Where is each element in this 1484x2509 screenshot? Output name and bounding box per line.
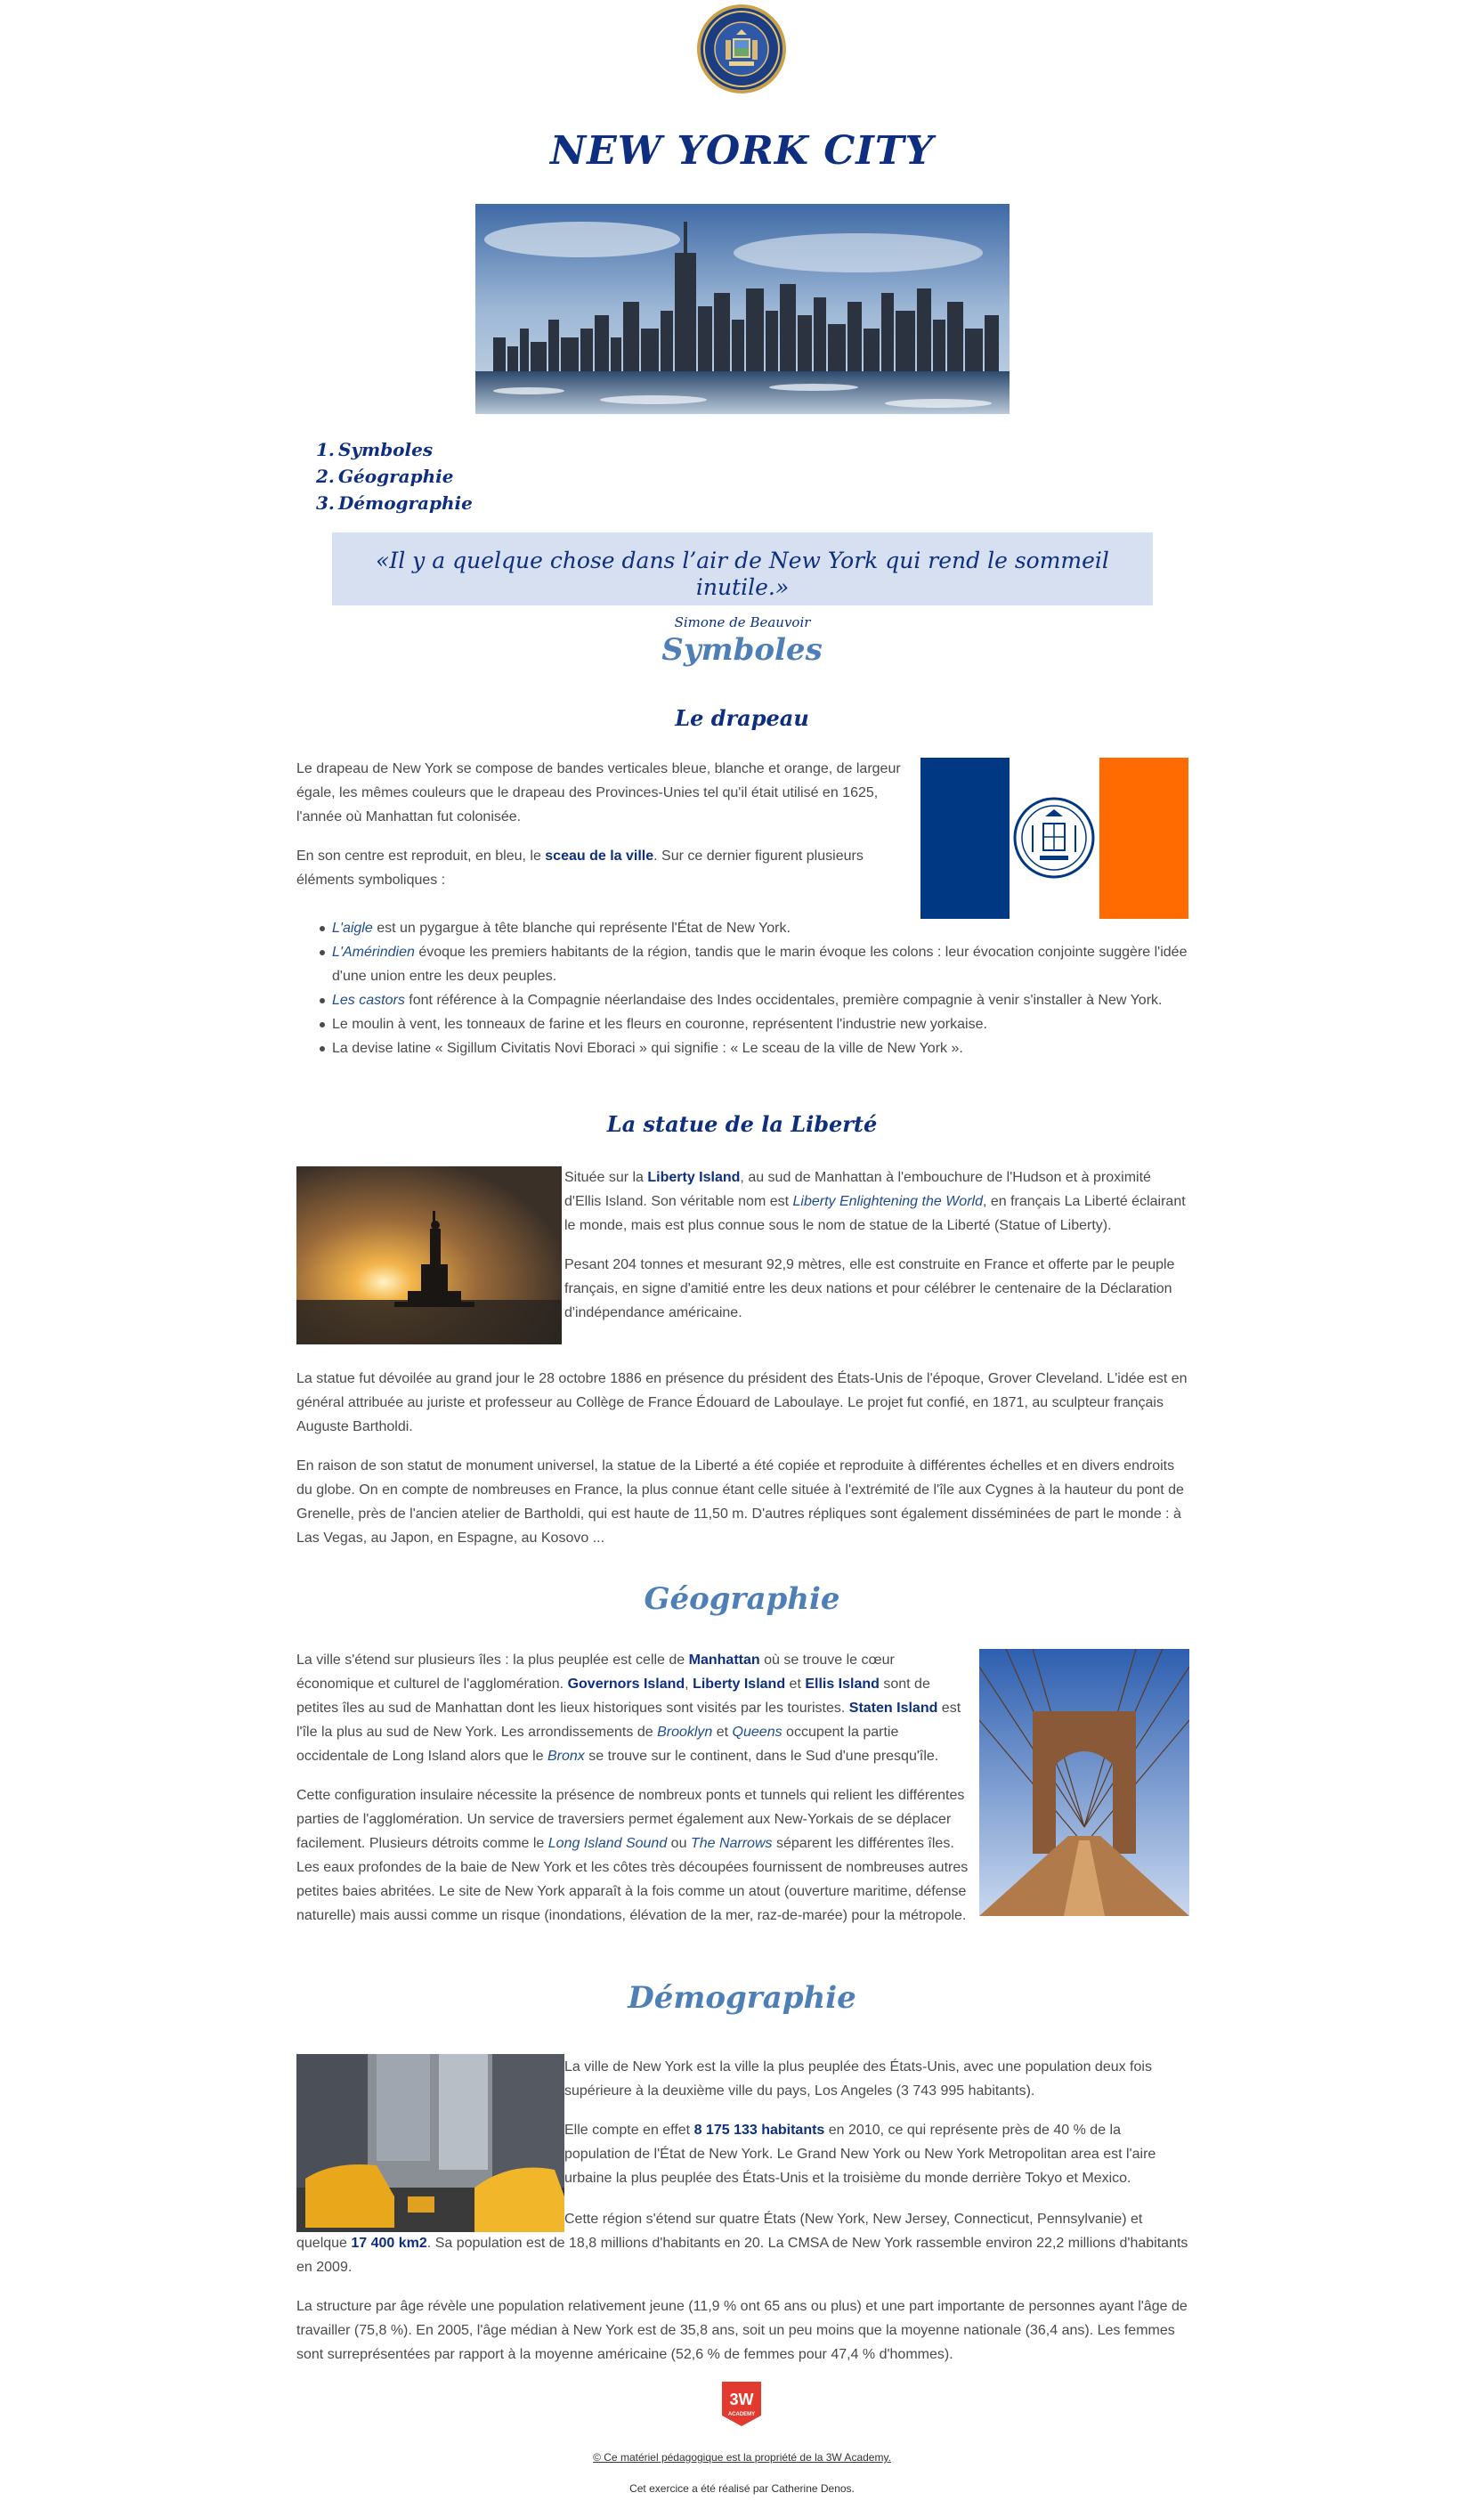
- toc-item-symboles[interactable]: 1. Symboles: [316, 439, 434, 460]
- drapeau-text: [296, 757, 917, 907]
- table-of-contents: [316, 436, 473, 516]
- staten-island-link[interactable]: Staten Island: [848, 1701, 938, 1716]
- population-value: 8 175 133 habitants: [693, 2123, 825, 2138]
- toc-item-demographie[interactable]: 3. Démographie: [316, 492, 473, 514]
- list-item: Le moulin à vent, les tonneaux de farine et les fleurs en couronne, représentent l'industrie new yorkaise.: [296, 1012, 1188, 1036]
- demographie-paragraph-3: Cette région s'étend sur quatre États (New York, New Jersey, Connecticut, Pennsylvanie) et quelque 17 400 km2. Sa population est de 18,8 millions d'habitants en 20. La CMSA de New York rassemble environ 22,2 millions d'habitants en 2009.: [296, 2212, 1188, 2275]
- section-heading-demographie: Démographie: [628, 1980, 856, 2016]
- liberte-paragraph-2: Pesant 204 tonnes et mesurant 92,9 mètres, elle est construite en France et offerte par le peuple français, en signe d'amitié entre les deux nations et pour célébrer le centenaire de la Déclaration d'indépendance américaine.: [564, 1257, 1175, 1320]
- toc-item-geographie[interactable]: 2. Géographie: [316, 466, 454, 487]
- nyc-flag-image: [920, 758, 1188, 919]
- drapeau-paragraph-1: Le drapeau de New York se compose de bandes verticales bleue, blanche et orange, de largeur égale, les mêmes couleurs que le drapeau des Provinces-Unies tel qu'il était utilisé en 1625, l'année où Manhattan fut colonisée.: [296, 761, 901, 824]
- copyright-link[interactable]: © Ce matériel pédagogique est la propriété de la 3W Academy.: [593, 2451, 891, 2464]
- liberte-text-right: [564, 1165, 1189, 1340]
- demographie-paragraph-1: La ville de New York est la ville la plus peuplée des États-Unis, avec une population deux fois supérieure à la deuxième ville du pays, Los Angeles (3 743 995 habitants).: [564, 2059, 1152, 2099]
- quote-author: Simone de Beauvoir: [674, 614, 811, 630]
- geographie-paragraph-2: Cette configuration insulaire nécessite la présence de nombreux ponts et tunnels qui relient les différentes parties de l'agglomération. Un service de traversiers permet également aux New-Yorkais de se déplacer facilement. Plusieurs détroits comme le Long Island Sound ou The Narrows séparent les différentes îles. Les eaux profondes de la baie de New York et les côtes très découpées fournissent de nombreuses autres petites baies abritées. Le site de New York apparaît à la fois comme un atout (ouverture maritime, défense naturelle) mais aussi comme un risque (inondations, élévation de la mer, raz-de-marée) pour la métropole.: [296, 1788, 969, 1923]
- logo-text: 3W: [729, 2391, 754, 2408]
- state-seal-logo: [697, 4, 786, 93]
- liberte-text-full: [296, 1367, 1188, 1565]
- liberte-paragraph-4: En raison de son statut de monument universel, la statue de la Liberté a été copiée et reproduite à différentes échelles et en divers endroits du globe. On en compte de nombreuses en France, la plus connue étant celle située à l'extrémité de l'île aux Cygnes à la hauteur du pont de Grenelle, près de l'ancien atelier de Bartholdi, qui est haute de 11,50 m. D'autres répliques sont également disséminées de part le monde : à Las Vegas, au Japon, en Espagne, au Kosovo ...: [296, 1458, 1184, 1546]
- demographie-paragraph-2: Elle compte en effet 8 175 133 habitants en 2010, ce qui représente près de 40 % de la population de l'État de New York. Le Grand New York ou New York Metropolitan area est l'aire urbaine la plus peuplée des États-Unis et la troisième du monde derrière Tokyo et Mexico.: [564, 2123, 1156, 2186]
- liberte-paragraph-1: Située sur la Liberty Island, au sud de Manhattan à l'embouchure de l'Hudson et à proximité d'Ellis Island. Son véritable nom est Liberty Enlightening the World, en français La Liberté éclairant le monde, mais est plus connue sous le nom de statue de la Liberté (Statue of Liberty).: [564, 1170, 1186, 1233]
- taxis-street-image: [296, 2054, 564, 2232]
- list-item: L'aigle est un pygargue à tête blanche qui représente l'État de New York.: [296, 916, 1188, 940]
- demographie-text-right: [564, 2055, 1189, 2205]
- governors-island-link[interactable]: Governors Island: [567, 1677, 685, 1692]
- demographie-text-full: [296, 2207, 1188, 2382]
- sceau-link[interactable]: sceau de la ville: [545, 849, 654, 864]
- drapeau-paragraph-2: En son centre est reproduit, en bleu, le sceau de la ville. Sur ce dernier figurent plusieurs éléments symboliques :: [296, 849, 864, 888]
- geographie-text: [296, 1648, 973, 1943]
- quote-text: «Il y a quelque chose dans l’air de New York qui rend le sommeil inutile.»: [376, 548, 1109, 600]
- subheading-liberte: La statue de la Liberté: [606, 1111, 878, 1137]
- list-item: La devise latine « Sigillum Civitatis Novi Eboraci » qui signifie : « Le sceau de la ville de New York ».: [296, 1036, 1188, 1060]
- liberte-paragraph-3: La statue fut dévoilée au grand jour le 28 octobre 1886 en présence du président des États-Unis de l'époque, Grover Cleveland. L'idée est en général attribuée au juriste et professeur au Collège de France Édouard de Laboulaye. Le projet fut confié, en 1871, au sculpteur français Auguste Bartholdi.: [296, 1371, 1188, 1434]
- ellis-island-link[interactable]: Ellis Island: [805, 1677, 880, 1692]
- list-item: L'Amérindien évoque les premiers habitants de la région, tandis que le marin évoque les colons : leur évocation conjointe suggère l'idée d'une union entre les deux peuples.: [296, 940, 1188, 988]
- statue-of-liberty-image: [296, 1166, 562, 1344]
- seal-emblem-icon: [701, 8, 783, 90]
- liberty-island-link-2[interactable]: Liberty Island: [693, 1677, 786, 1692]
- manhattan-link[interactable]: Manhattan: [688, 1652, 760, 1668]
- logo-subtext: ACADEMY: [727, 2412, 756, 2417]
- subheading-drapeau: Le drapeau: [675, 705, 809, 731]
- 3w-academy-logo: [720, 2382, 763, 2426]
- section-heading-geographie: Géographie: [644, 1581, 840, 1617]
- demographie-paragraph-4: La structure par âge révèle une population relativement jeune (11,9 % ont 65 ans ou plus) et une part importante de personnes ayant l'âge de travailler (75,8 %). En 2005, l'âge médian à New York est de 35,8 ans, soit un peu moins que la moyenne nationale (36,4 ans). Les femmes sont surreprésentées par rapport à la moyenne américaine (52,6 % de femmes pour 47,4 % d'hommes).: [296, 2299, 1188, 2362]
- liberty-island-link[interactable]: Liberty Island: [647, 1170, 741, 1185]
- section-heading-symboles: Symboles: [661, 632, 823, 668]
- credit-text: Cet exercice a été réalisé par Catherine Denos.: [629, 2482, 855, 2495]
- list-item: Les castors font référence à la Compagnie néerlandaise des Indes occidentales, première compagnie à venir s'installer à New York.: [296, 988, 1188, 1012]
- brooklyn-bridge-image: [979, 1649, 1189, 1916]
- quote-box: [332, 532, 1153, 630]
- geographie-paragraph-1: La ville s'étend sur plusieurs îles : la plus peuplée est celle de Manhattan où se trouve le cœur économique et culturel de l'agglomération. Governors Island, Liberty Island et Ellis Island sont de petites îles au sud de Manhattan dont les lieux historiques sont visités par les touristes. Staten Island est l'île la plus au sud de New York. Les arrondissements de Brooklyn et Queens occupent la partie occidentale de Long Island alors que le Bronx se trouve sur le continent, dans le Sud d'une presqu'île.: [296, 1652, 961, 1764]
- symbol-list: [296, 916, 1188, 1060]
- area-value: 17 400 km2: [351, 2236, 427, 2251]
- skyline-image: [475, 204, 1010, 414]
- page-title: NEW YORK CITY: [549, 128, 935, 174]
